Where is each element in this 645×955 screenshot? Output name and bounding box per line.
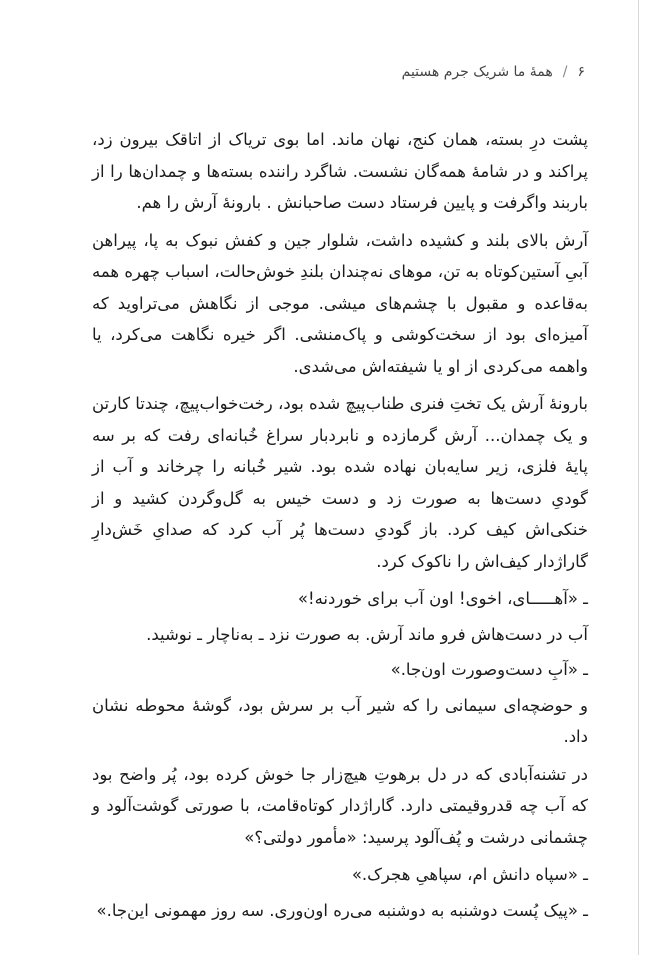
paragraph: آب در دست‌هاش فرو ماند آرش. به صورت نزد ـ به‌ناچار ـ نوشید.	[146, 624, 588, 644]
dialogue-line: ـ «آهـــــای، اخوی! اون آب برای خوردنه!»	[297, 589, 588, 608]
running-header	[402, 64, 585, 80]
header-separator: /	[562, 64, 568, 80]
dialogue-line: ـ «پیک پُست دوشنبه به دوشنبه می‌ره اون‌وری. سه روز مهمونی این‌جا.»	[96, 900, 588, 920]
book-title: همهٔ ما شریک جرم هستیم	[401, 64, 553, 80]
dialogue-line: ـ «سپاه دانش ام، سپاهیِ هجرک.»	[351, 865, 588, 884]
page-body	[92, 124, 588, 930]
page-number: ۶	[577, 64, 585, 80]
paragraph: آرش بالای بلند و کشیده داشت، شلوار جین و کفش نبوک به پا، پیراهن آبیِ آستین‌کوتاه به تن، موهای نه‌چندان بلندِ خوش‌حالت، اسباب چهره همه به‌قاعده و مقبول با چشم‌های میشی. موجی از نگاهش می‌تراوید که آمیزه‌ای بود از سخت‌کوشی و پاک‌منشی. اگر خیره نگاهت می‌کرد، یا واهمه می‌کردی از او یا شیفته‌اش می‌شدی.	[92, 230, 588, 376]
page-edge-line	[638, 0, 639, 955]
paragraph: پشت درِ بسته، همان کنج، نهان ماند. اما بوی تریاک از اتاقک بیرون زد، پراکند و در شامهٔ همه‌گان نشست. شاگرد راننده بسته‌ها و چمدان‌ها را از باربند واگرفت و پایین فرستاد دست صاحبانش . بارونهٔ آرش را هم.	[92, 130, 588, 212]
dialogue-line: ـ «آبِ دست‌وصورت اون‌جا.»	[390, 660, 588, 679]
paragraph: در تشنه‌آبادی که در دل برهوتِ هیچ‌زار جا خوش کرده بود، پُر واضح بود که آب چه قدروقیمتی دارد. گاراژدار کوتاه‌قامت، با صورتی گوشت‌آلود و چشمانی درشت و پُف‌آلود پرسید: «مأمور دولتی؟»	[92, 764, 588, 847]
paragraph: و حوضچه‌ای سیمانی را که شیر آب بر سرش بود، گوشهٔ محوطه نشان داد.	[92, 695, 588, 746]
paragraph: بارونهٔ آرش یک تختِ فنری طناب‌پیچ شده بود، رخت‌خواب‌پیچ، چندتا کارتن و یک چمدان... آرش گرمازده و نابردبار سراغ خُبانه‌ای رفت که بر سه پایهٔ فلزی، زیر سایه‌بان نهاده شده بود. شیر خُبانه را چرخاند و آب از گودیِ دست‌ها به صورت زد و دست خیس به گل‌وگردن کشید و از خنکی‌اش کیف کرد. باز گودیِ دست‌ها پُر آب کرد که صدایِ خَش‌دارِ گاراژدار کیف‌اش را ناکوک کرد.	[92, 394, 588, 571]
